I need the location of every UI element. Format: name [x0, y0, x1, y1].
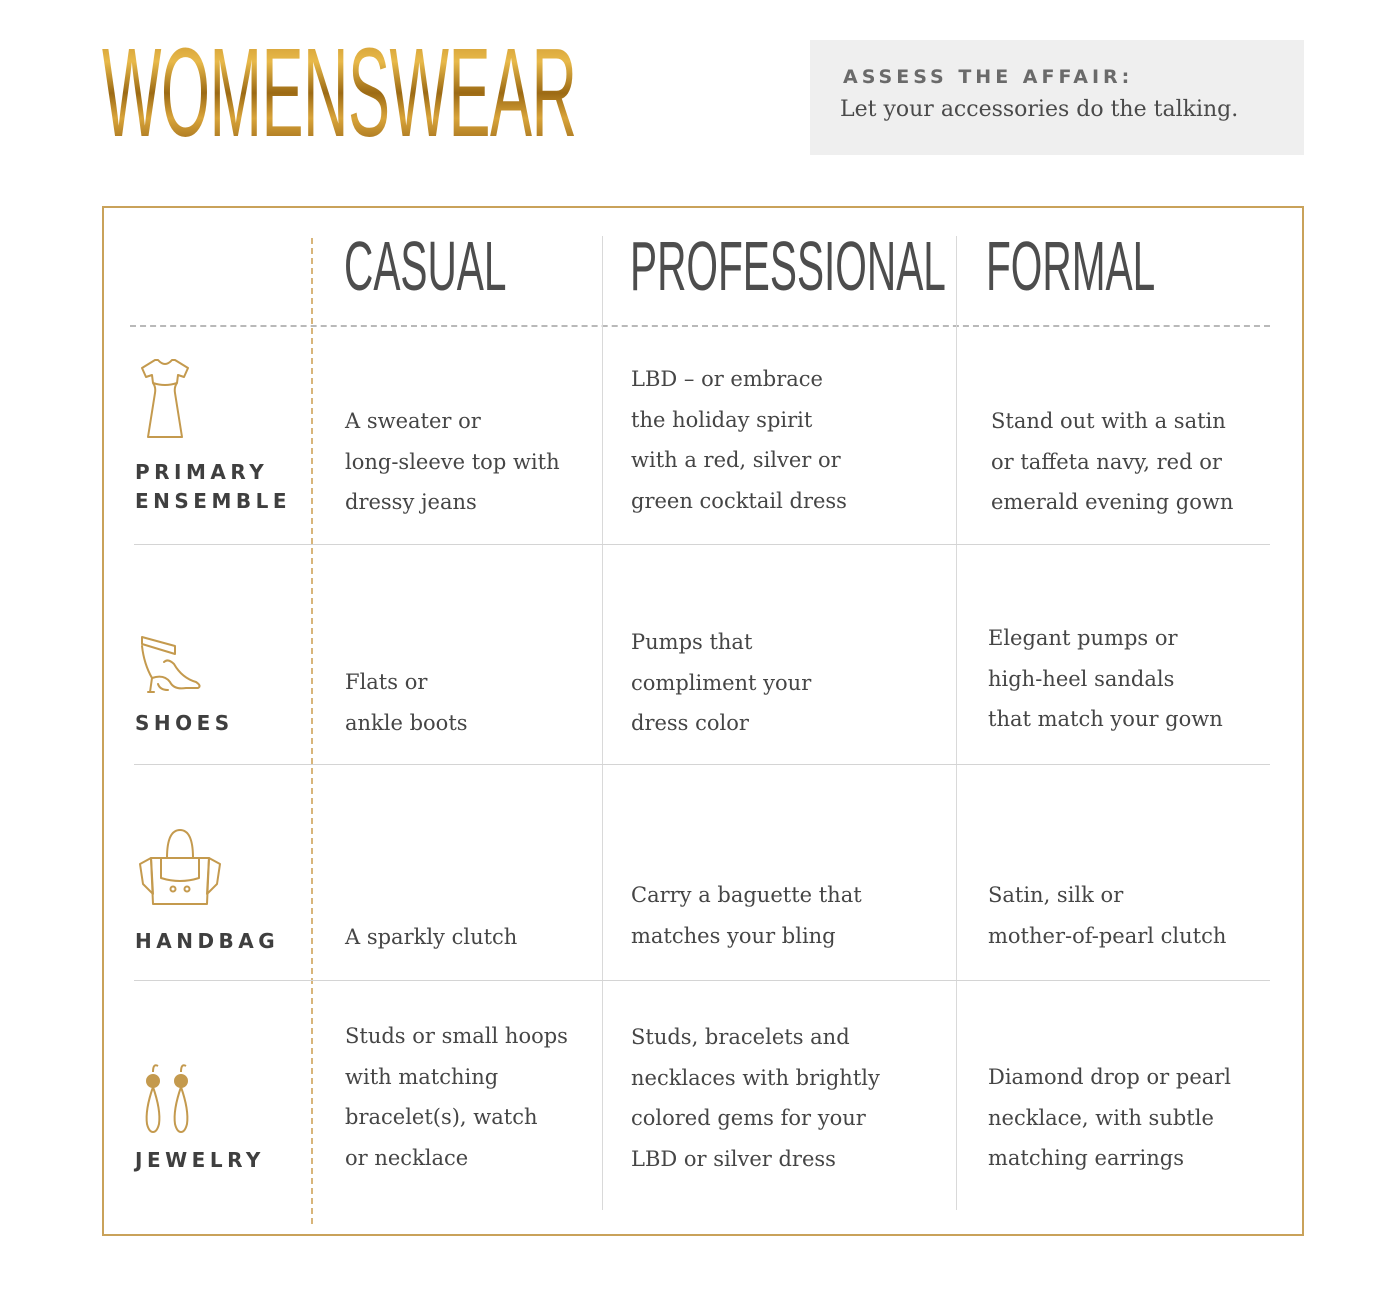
row-label-jewelry: JEWELRY	[135, 1148, 265, 1172]
page-title: WOMENSWEAR	[102, 22, 577, 163]
assess-text: Let your accessories do the talking.	[840, 97, 1239, 122]
handbag-icon	[137, 828, 223, 912]
row-divider	[134, 980, 1270, 981]
cell-formal-primary-ensemble: Stand out with a satin or taffeta navy, red or emerald evening gown	[991, 409, 1234, 514]
column-divider	[956, 236, 957, 1210]
cell-professional-jewelry: Studs, bracelets and necklaces with brightly colored gems for your LBD or silver dress	[631, 1025, 880, 1171]
label-column-divider	[311, 238, 313, 1224]
high-heel-icon	[138, 634, 204, 700]
cell-casual-jewelry: Studs or small hoops with matching bracelet(s), watch or necklace	[345, 1024, 568, 1170]
cell-formal-shoes: Elegant pumps or high-heel sandals that match your gown	[988, 626, 1223, 731]
cell-professional-handbag: Carry a baguette that matches your bling	[631, 883, 862, 948]
cell-casual-primary-ensemble: A sweater or long-sleeve top with dressy jeans	[345, 409, 560, 514]
cell-formal-handbag: Satin, silk or mother-of-pearl clutch	[988, 883, 1227, 948]
cell-professional-shoes: Pumps that compliment your dress color	[631, 630, 812, 735]
row-label-primary-ensemble: PRIMARY ENSEMBLE	[135, 460, 292, 513]
row-divider	[134, 764, 1270, 765]
assess-callout	[810, 40, 1304, 155]
column-header-casual: CASUAL	[344, 227, 507, 305]
cell-formal-jewelry: Diamond drop or pearl necklace, with subtle matching earrings	[988, 1065, 1232, 1170]
row-divider	[134, 544, 1270, 545]
cell-casual-shoes: Flats or ankle boots	[345, 670, 468, 735]
earrings-icon	[141, 1060, 197, 1140]
column-header-professional: PROFESSIONAL	[630, 227, 946, 305]
assess-kicker: ASSESS THE AFFAIR:	[843, 66, 1134, 88]
dress-icon	[138, 357, 192, 445]
row-label-shoes: SHOES	[135, 711, 234, 735]
cell-professional-primary-ensemble: LBD – or embrace the holiday spirit with a red, silver or green cocktail dress	[631, 367, 847, 513]
row-label-handbag: HANDBAG	[135, 929, 280, 953]
column-header-formal: FORMAL	[986, 227, 1156, 305]
header-divider	[130, 325, 1270, 327]
cell-casual-handbag: A sparkly clutch	[345, 925, 518, 949]
column-divider	[602, 236, 603, 1210]
